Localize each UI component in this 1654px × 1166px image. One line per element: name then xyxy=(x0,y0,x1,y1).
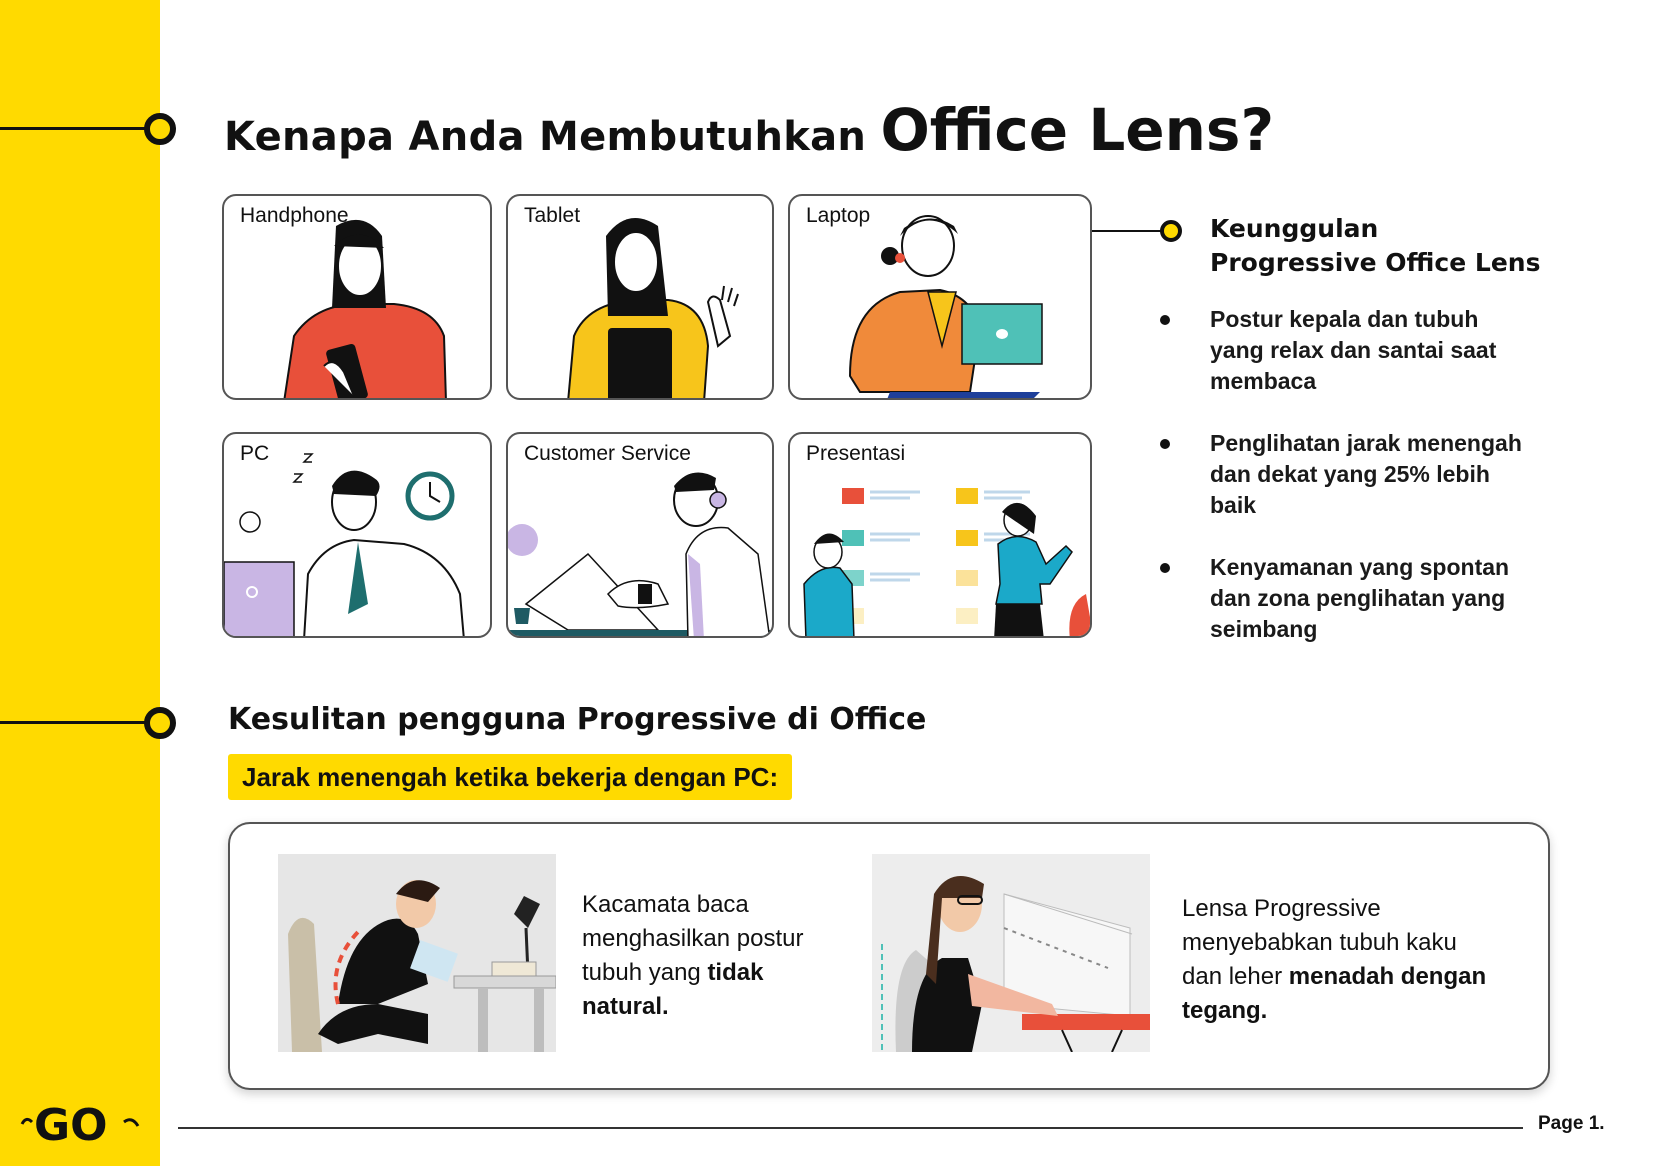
footer-divider xyxy=(178,1127,1523,1129)
card-tablet xyxy=(506,194,774,400)
description-line xyxy=(1182,960,1486,994)
card-label: Customer Service xyxy=(524,442,691,465)
page-title-prefix: Kenapa Anda Membutuhkan xyxy=(224,114,867,160)
advantage-item xyxy=(1210,428,1570,521)
go-logo-text: GO xyxy=(34,1100,108,1148)
page-number: Page 1. xyxy=(1538,1113,1605,1134)
advantage-text-line: Postur kepala dan tubuh xyxy=(1210,306,1479,332)
timeline-dot-bottom xyxy=(144,707,176,739)
advantage-text-line: yang relax dan santai saat xyxy=(1210,337,1497,363)
comparison-panel xyxy=(228,822,1550,1090)
card-label: Laptop xyxy=(806,204,871,227)
page-title-emphasis: Office Lens? xyxy=(880,96,1275,164)
description-bold-text: menadah dengan xyxy=(1288,963,1487,990)
bullet-dot xyxy=(1160,563,1170,573)
description-plain-text: dan leher xyxy=(1182,963,1289,990)
description-line: menghasilkan postur xyxy=(582,925,804,952)
card-label: Handphone xyxy=(240,204,349,227)
advantage-text-line: dan zona penglihatan yang xyxy=(1210,585,1506,611)
left-description xyxy=(582,888,803,1024)
advantage-text-line: dan dekat yang 25% lebih xyxy=(1210,461,1490,487)
card-customer-service xyxy=(506,432,774,638)
description-line xyxy=(582,990,803,1024)
card-handphone xyxy=(222,194,492,400)
bullet-dot xyxy=(1160,439,1170,449)
go-logo xyxy=(20,1098,140,1153)
advantages-connector-line xyxy=(1092,230,1166,232)
page-title xyxy=(224,96,1274,164)
advantage-text-line: Penglihatan jarak menengah xyxy=(1210,430,1522,456)
description-line: menyebabkan tubuh kaku xyxy=(1182,929,1457,956)
description-line: Lensa Progressive xyxy=(1182,895,1381,922)
advantage-item xyxy=(1210,304,1570,397)
card-laptop xyxy=(788,194,1092,400)
advantages-title xyxy=(1210,212,1540,280)
card-pc xyxy=(222,432,492,638)
advantage-text-line: seimbang xyxy=(1210,616,1318,642)
description-line xyxy=(1182,994,1486,1028)
description-line: Kacamata baca xyxy=(582,891,749,918)
timeline-dot-top xyxy=(144,113,176,145)
card-label: PC xyxy=(240,442,270,465)
timeline-line-bottom xyxy=(0,721,146,724)
card-label: Presentasi xyxy=(806,442,906,465)
advantage-text-line: Kenyamanan yang spontan xyxy=(1210,554,1510,580)
timeline-line-top xyxy=(0,127,146,130)
bullet-dot xyxy=(1160,315,1170,325)
advantages-title-line2: Progressive Office Lens xyxy=(1210,248,1541,277)
description-line xyxy=(582,956,803,990)
advantages-dot xyxy=(1160,220,1182,242)
description-plain-text: tubuh yang xyxy=(582,959,708,986)
progressive-lens-posture-image xyxy=(872,854,1150,1052)
card-label: Tablet xyxy=(524,204,581,227)
card-presentasi xyxy=(788,432,1092,638)
left-sidebar xyxy=(0,0,160,1166)
advantage-item xyxy=(1210,552,1570,645)
description-bold-text: natural. xyxy=(582,993,669,1020)
description-bold-text: tidak xyxy=(707,959,764,986)
advantage-text-line: baik xyxy=(1210,492,1257,518)
right-description xyxy=(1182,892,1486,1028)
reading-glasses-posture-image xyxy=(278,854,556,1052)
advantage-text-line: membaca xyxy=(1210,368,1317,394)
description-bold-text: tegang. xyxy=(1182,997,1268,1024)
highlight-subtitle: Jarak menengah ketika bekerja dengan PC: xyxy=(228,754,792,800)
section-title: Kesulitan pengguna Progressive di Office xyxy=(228,702,927,737)
advantages-title-line1: Keunggulan xyxy=(1210,214,1379,243)
